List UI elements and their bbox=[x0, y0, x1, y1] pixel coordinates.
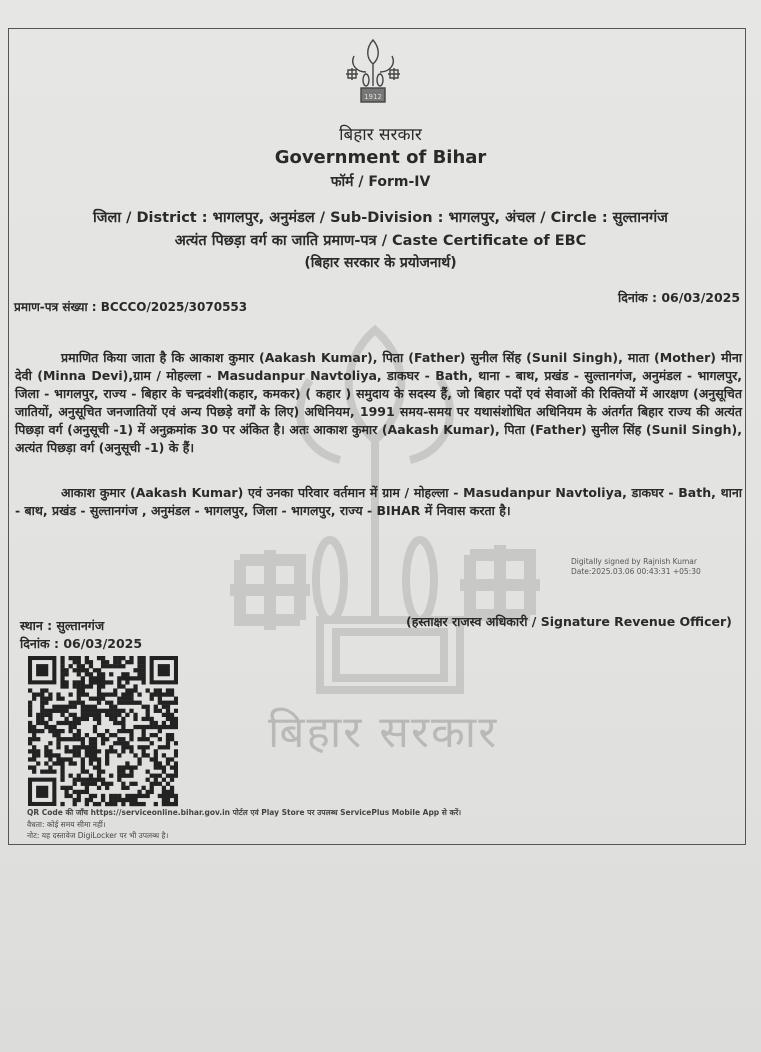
digital-signature bbox=[571, 557, 701, 577]
purpose-line: (बिहार सरकार के प्रयोजनार्थ) bbox=[304, 255, 457, 271]
issue-date-top: दिनांक : 06/03/2025 bbox=[618, 290, 741, 305]
bihar-emblem-icon bbox=[342, 36, 404, 106]
digital-signature-date: Date:2025.03.06 00:43:31 +05:30 bbox=[571, 567, 701, 576]
digital-signature-name: Digitally signed by Rajnish Kumar bbox=[571, 557, 697, 566]
place-label: स्थान : सुल्तानगंज bbox=[20, 618, 105, 633]
certificate-number: प्रमाण-पत्र संख्या : BCCCO/2025/3070553 bbox=[14, 300, 248, 314]
form-number: फॉर्म / Form-IV bbox=[330, 174, 431, 190]
qr-code[interactable] bbox=[28, 656, 178, 808]
header-hindi-title: बिहार सरकार bbox=[339, 125, 422, 145]
footer-validity-note: वैधता: कोई समय सीमा नहीं। bbox=[27, 820, 106, 829]
header-english-title: Government of Bihar bbox=[274, 147, 487, 168]
signature-officer-label: (हस्ताक्षर राजस्व अधिकारी / Signature Revenue Officer) bbox=[406, 614, 732, 629]
issue-date-bottom: दिनांक : 06/03/2025 bbox=[20, 636, 143, 651]
watermark-text: बिहार सरकार bbox=[268, 707, 499, 758]
certification-paragraph: प्रमाणित किया जाता है कि आकाश कुमार (Aakash Kumar), पिता (Father) सुनील सिंह (Sunil Singh), माता (Mother) मीना देवी (Minna Devi),ग्राम / मोहल्ला - Masudanpur Navtoliya, डाकघर - Bath, थाना - बाथ, प्रखंड - सुल्तानगंज, अनुमंडल - भागलपुर, जिला - भागलपुर, राज्य - बिहार के चन्द्रवंशी(कहार, कमकर) ( कहार ) समुदाय के सदस्य हैं, जो बिहार पदों एवं सेवाओं की रिक्तियों में आरक्षण (अनुसूचित जातियों, अनुसूचित जनजातियों एवं अन्य पिछड़े वर्गों के लिए) अधिनियम, 1991 समय-समय पर यथासंशोधित अधिनियम के अंतर्गत बिहार राज्य की अत्यंत पिछड़ा वर्ग (अनुसूची -1) में अनुक्रमांक 30 पर अंकित है। अतः आकाश कुमार (Aakash Kumar), पिता (Father) सुनील सिंह (Sunil Singh), अत्यंत पिछड़ा वर्ग (अनुसूची -1) के हैं। bbox=[15, 350, 742, 455]
certificate-type: अत्यंत पिछड़ा वर्ग का जाति प्रमाण-पत्र / Caste Certificate of EBC bbox=[174, 233, 587, 249]
emblem-year: 1912 bbox=[364, 93, 382, 101]
footer-qr-note: QR Code की जाँच https://serviceonline.bihar.gov.in पोर्टल एवं Play Store पर उपलब्ध ServicePlus Mobile App से करें। bbox=[27, 808, 462, 817]
footer-digilocker-note: नोट: यह दस्तावेज DigiLocker पर भी उपलब्ध है। bbox=[27, 831, 169, 840]
district-line: जिला / District : भागलपुर, अनुमंडल / Sub-Division : भागलपुर, अंचल / Circle : सुल्तानगंज bbox=[93, 210, 668, 226]
residence-paragraph: आकाश कुमार (Aakash Kumar) एवं उनका परिवार वर्तमान में ग्राम / मोहल्ला - Masudanpur Navtoliya, डाकघर - Bath, थाना - बाथ, प्रखंड - सुल्तानगंज , अनुमंडल - भागलपुर, जिला - भागलपुर, राज्य - BIHAR में निवास करता है। bbox=[15, 485, 742, 518]
